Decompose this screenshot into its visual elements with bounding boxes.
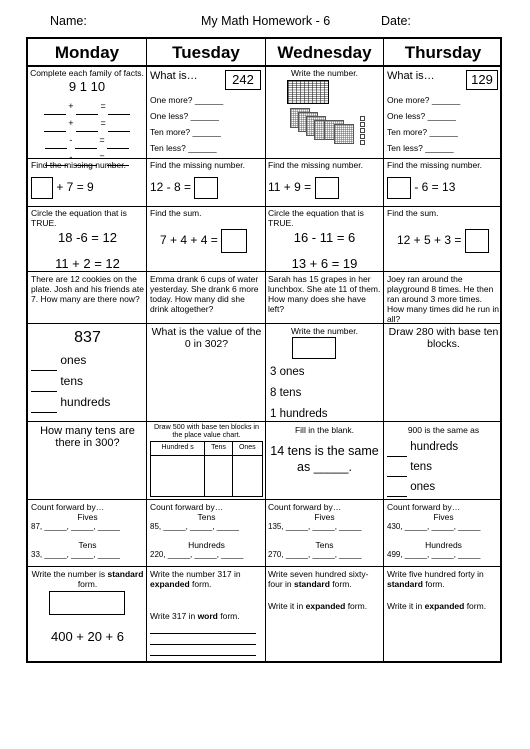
one-cube-icon [360,134,365,139]
answer-line[interactable] [150,634,256,645]
tuesday-value-question: What is the value of the 0 in 302? [151,326,262,350]
number-box: 242 [225,70,261,90]
col-divider [265,39,266,661]
count-by-label: Tens [197,512,216,522]
wednesday-true-equation [268,208,381,269]
count-by-label: Hundreds [188,540,225,550]
tuesday-missing-number [150,160,263,204]
count-forward-instruction: Count forward by… [268,502,342,512]
thursday-what-is [387,68,500,156]
date-label: Date: [381,14,411,28]
count-forward-instruction: Count forward by… [387,502,461,512]
count-by-label: Fives [314,512,335,522]
answer-box[interactable] [465,229,489,253]
answer-box[interactable] [49,591,125,615]
day-header-wednesday: Wednesday [277,43,372,62]
ones-label: ones [410,481,436,493]
monday-standard-form: Write the number is standard form. 400 + 20 + 6 [31,569,144,644]
thursday-draw-blocks: Draw 280 with base ten blocks. [388,326,499,350]
hundreds-column-header: Hundred s [151,442,205,456]
tens-cell[interactable] [205,456,232,497]
count-by-label: Fives [433,512,454,522]
ones-cell[interactable] [232,456,262,497]
answer-box[interactable] [292,337,336,359]
thursday-missing-number [387,160,500,204]
ones-column-header: Ones [232,442,262,456]
one-cube-icon [360,140,365,145]
count-by-label: Hundreds [425,540,462,550]
wednesday-fill-blank [268,425,381,497]
tuesday-expanded-form: Write the number 317 in expanded form. Write 317 in word form. [150,569,263,661]
count-sequence: 135, _____, _____, _____ [268,522,362,531]
tuesday-word-problem: Emma drank 6 cups of water yesterday. She drank 6 more today. How many did she drink altogether? [150,274,259,314]
answer-box[interactable] [387,177,411,199]
place-value-chart [150,441,263,497]
missing-number-instruction: Find the missing number. [268,160,363,170]
monday-true-equation [31,208,144,269]
row-divider [28,566,500,567]
equation-option[interactable]: 18 -6 = 12 [58,230,117,245]
one-cube-icon [360,122,365,127]
tuesday-count-forward [150,502,263,565]
answer-box[interactable] [31,177,53,199]
thursday-find-sum [387,208,500,269]
wednesday-missing-number [268,160,381,204]
one-less-question: One less? ______ [150,111,219,121]
count-sequence: 33, _____, _____, _____ [31,550,120,559]
equation: - 6 = 13 [414,180,456,194]
tens-label: tens [410,461,432,473]
one-less-question: One less? ______ [387,111,456,121]
count-sequence: 499, _____, _____, _____ [387,550,481,559]
tuesday-what-is [150,68,263,156]
monday-fact-family [30,68,144,162]
one-cube-icon [360,116,365,121]
day-header-thursday: Thursday [404,43,482,62]
monday-word-problem: There are 12 cookies on the plate. Josh and his friends ate 7. How many are there now? [31,274,144,304]
write-number-instruction: Write the number. [291,326,358,336]
wednesday-count-forward [268,502,381,565]
monday-tens-question: How many tens are there in 300? [40,425,135,449]
thursday-same-as [387,425,500,497]
thursday-count-forward [387,502,500,565]
ten-less-question: Ten less? ______ [150,143,217,153]
tens-clue: 8 tens [270,387,302,399]
count-by-label: Fives [77,512,98,522]
thursday-word-problem: Joey ran around the playground 8 times. He then ran around 3 more times. How many times did he run in all? [387,274,499,324]
count-sequence: 220, _____, _____, _____ [150,550,244,559]
ten-more-question: Ten more? ______ [150,127,221,137]
hundreds-clue: 1 hundreds [270,408,328,420]
thursday-standard-form: Write five hundred forty in standard form. Write it in expanded form. [387,569,487,611]
find-sum-instruction: Find the sum. [387,208,439,218]
find-sum-instruction: Find the sum. [150,208,202,218]
ones-label: ones [60,353,87,367]
answer-box[interactable] [194,177,218,199]
monday-place-value [31,326,144,419]
hundreds-label: hundreds [410,441,459,453]
equation: 11 + 9 = [268,180,312,194]
ones-clue: 3 ones [270,366,305,378]
true-equation-instruction: Circle the equation that is TRUE. [268,208,364,228]
hundred-flat-icon [334,124,354,144]
sum-equation: 12 + 5 + 3 = [397,233,462,247]
wednesday-write-number [268,68,381,156]
name-label: Name: [50,14,87,28]
missing-number-instruction: Find the missing number. [31,160,126,170]
count-forward-instruction: Count forward by… [150,502,224,512]
fact-line: + = [30,98,144,115]
what-is-label: What is… [150,70,198,82]
hundred-block-icon [287,80,329,104]
missing-number-instruction: Find the missing number. [150,160,245,170]
equation: + 7 = 9 [56,180,94,194]
tuesday-place-value-chart [150,423,263,498]
fact-family-numbers: 9 1 10 [68,79,106,94]
count-by-label: Tens [78,540,97,550]
fact-line: + = [30,115,144,132]
count-by-label: Tens [315,540,334,550]
ten-less-question: Ten less? ______ [387,143,454,153]
fill-blank-instruction: Fill in the blank. [294,425,355,435]
one-more-question: One more? ______ [150,95,224,105]
wednesday-word-problem: Sarah has 15 grapes in her lunchbox. She ate 11 of them. How many does she have left? [268,274,381,314]
equation-option[interactable]: 13 + 6 = 19 [291,256,358,271]
wednesday-standard-form: Write seven hundred sixty-four in standard form. Write it in expanded form. [268,569,369,611]
col-divider [383,39,384,661]
row-divider [28,499,500,500]
same-as-instruction: 900 is the same as [407,425,480,435]
equation-option[interactable]: 11 + 2 = 12 [55,256,120,271]
tens-label: tens [60,374,84,388]
row-divider [28,421,500,422]
answer-box[interactable] [315,177,339,199]
hundreds-label: hundreds [60,395,111,409]
count-sequence: 430, _____, _____, _____ [387,522,481,531]
tens-column-header: Tens [205,442,232,456]
fact-family-instruction: Complete each family of facts. [30,68,144,78]
one-cube-icon [360,128,365,133]
ten-more-question: Ten more? ______ [387,127,458,137]
page-title: My Math Homework - 6 [201,14,331,28]
missing-number-instruction: Find the missing number. [387,160,482,170]
true-equation-instruction: Circle the equation that is TRUE. [31,208,127,228]
one-more-question: One more? ______ [387,95,461,105]
fact-line: - = [30,132,144,149]
sum-equation: 7 + 4 + 4 = [160,233,218,247]
row-divider [28,206,500,207]
what-is-label: What is… [387,70,435,82]
monday-count-forward [31,502,144,565]
answer-line[interactable] [150,645,256,656]
homework-grid [26,37,502,663]
col-divider [146,39,147,661]
count-sequence: 87, _____, _____, _____ [31,522,120,531]
answer-box[interactable] [221,229,247,253]
write-number-instruction: Write the number. [291,68,358,78]
equation: 12 - 8 = [150,180,192,194]
count-sequence: 270, _____, _____, _____ [268,550,362,559]
row-divider [28,323,500,324]
place-value-instruction: Draw 500 with base ten blocks in the place value chart. [153,422,260,439]
equation-option[interactable]: 16 - 11 = 6 [293,230,356,245]
count-sequence: 85, _____, _____, _____ [150,522,239,531]
day-header-tuesday: Tuesday [172,43,240,62]
fill-blank-sentence: 14 tens is the same as _____. [270,444,379,474]
day-header-monday: Monday [54,43,120,62]
hundreds-cell[interactable] [151,456,205,497]
wednesday-write-number-2 [268,326,381,419]
number-box: 129 [466,70,498,90]
fact-line: - = [30,149,144,166]
count-forward-instruction: Count forward by… [31,502,105,512]
expanded-expression: 400 + 20 + 6 [50,629,124,644]
place-value-number: 837 [74,329,101,346]
answer-line[interactable] [150,623,256,634]
tuesday-find-sum [150,208,263,269]
monday-missing-number [31,160,144,204]
